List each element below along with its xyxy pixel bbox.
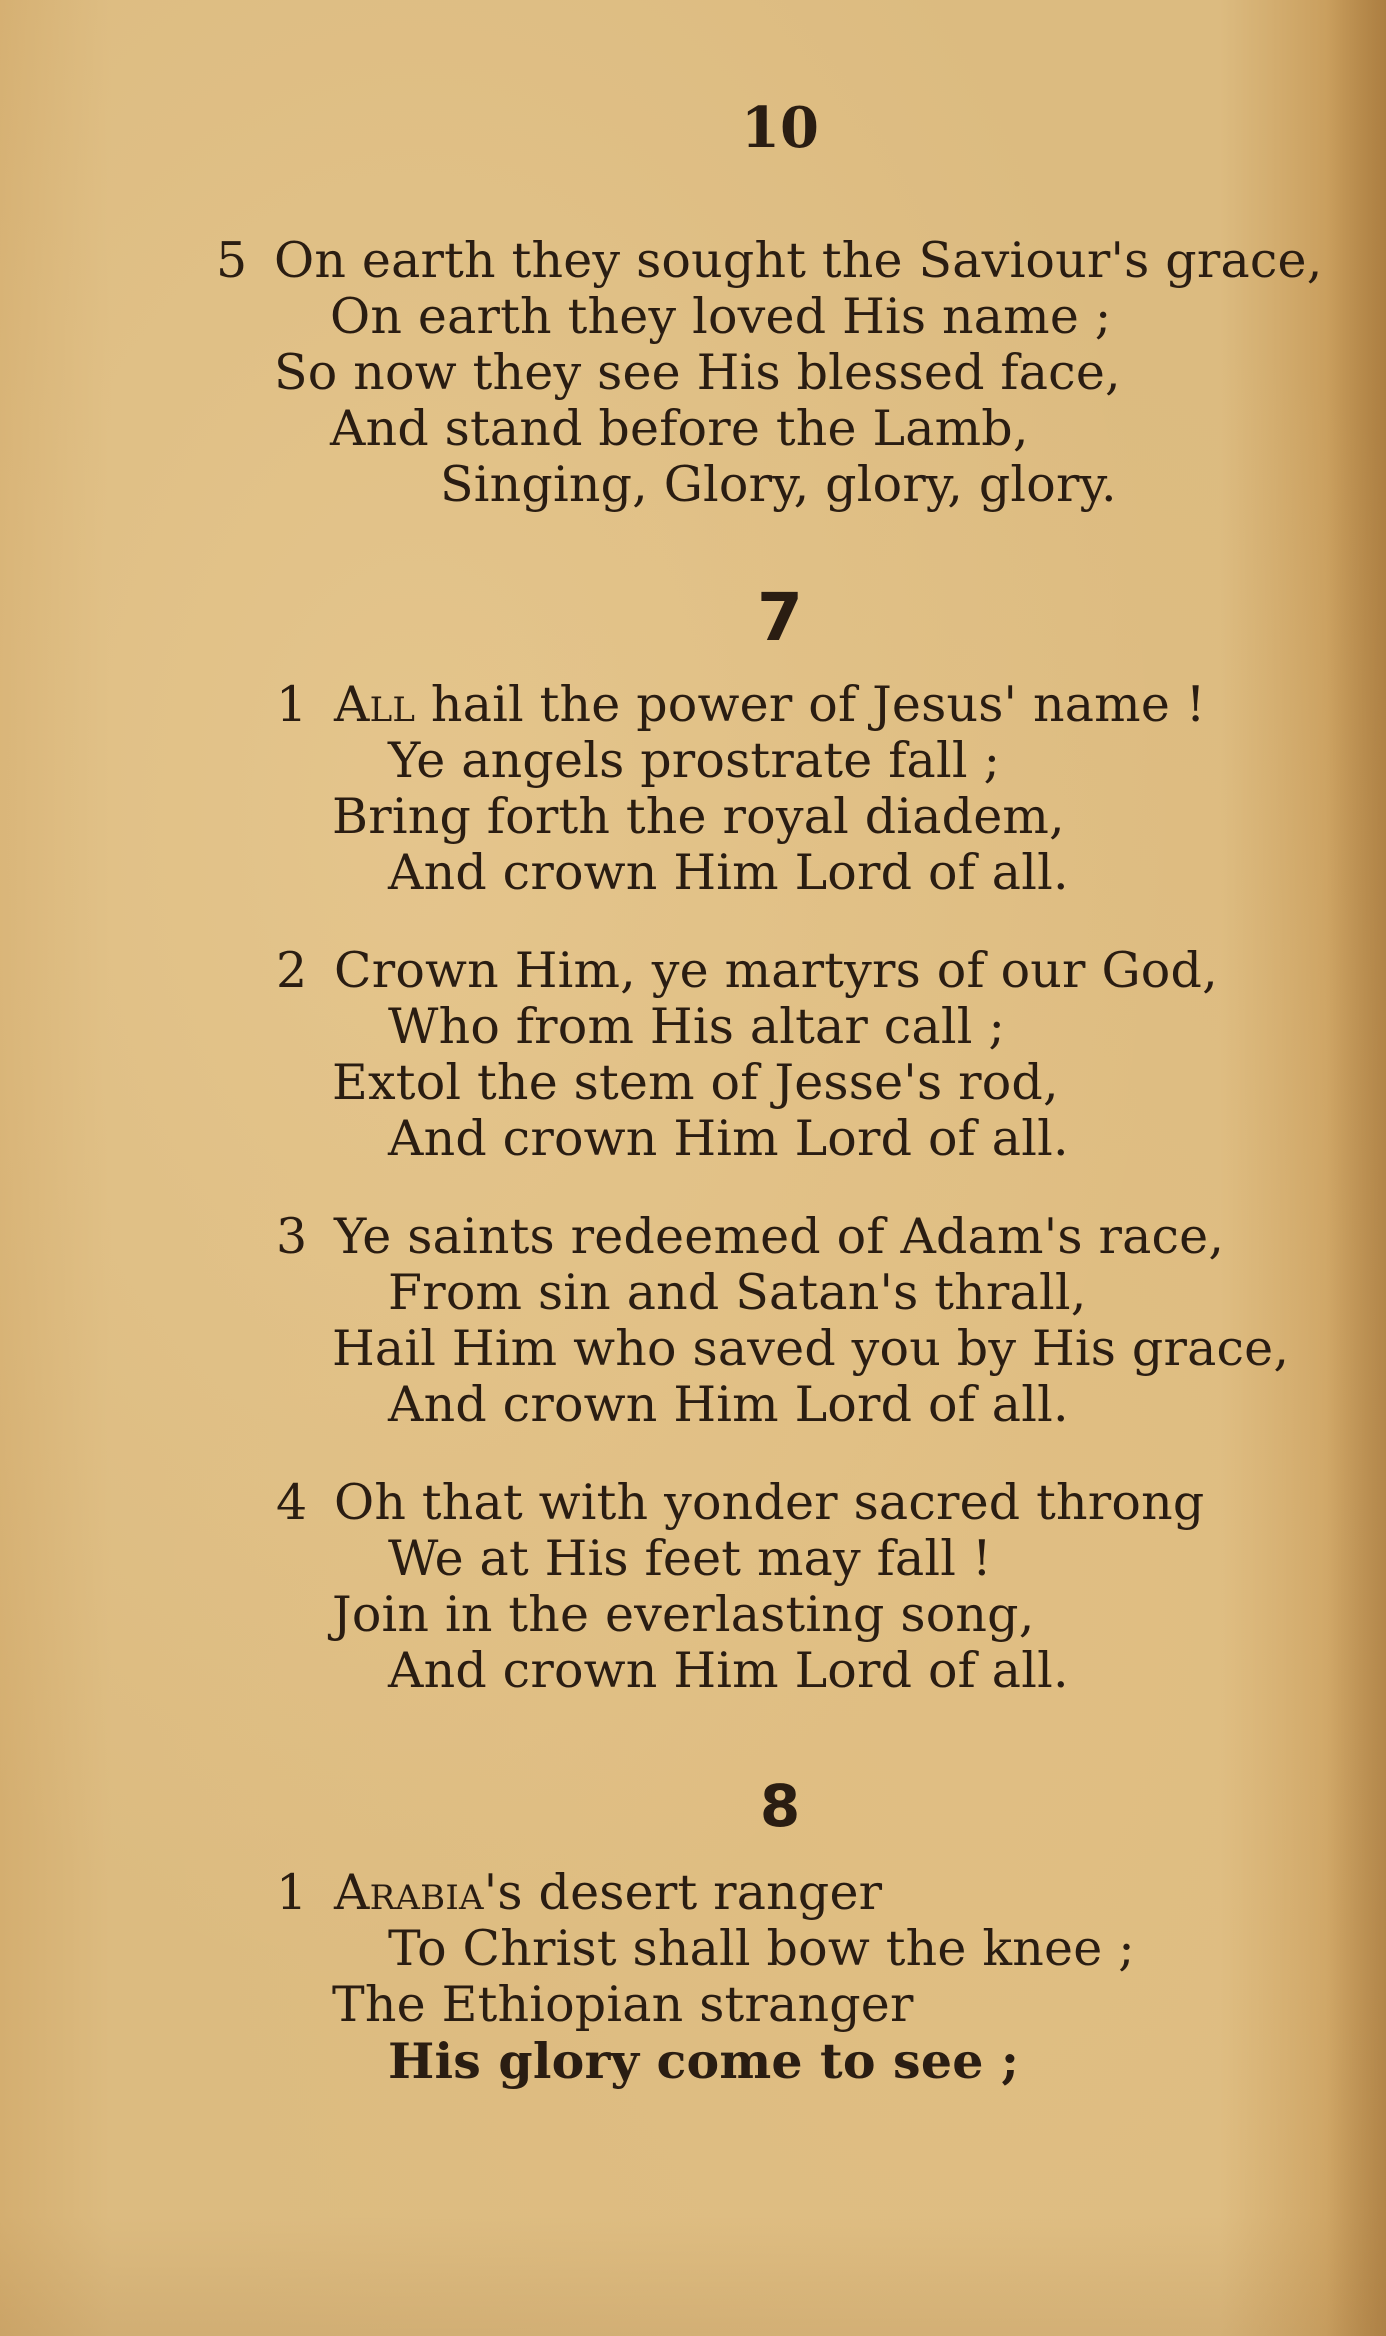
verse-line xyxy=(276,677,1206,733)
verse-line: Ye angels prostrate fall ; xyxy=(388,732,1001,789)
verse-line xyxy=(276,1209,1224,1265)
verse-line: Join in the everlasting song, xyxy=(332,1586,1035,1643)
verse-line: Extol the stem of Jesse's rod, xyxy=(332,1054,1059,1111)
verse-line: Bring forth the royal diadem, xyxy=(332,788,1065,845)
verse-first-word: Arabia xyxy=(334,1864,484,1921)
page-bottom-shadow xyxy=(0,2216,1386,2336)
verse-line: And crown Him Lord of all. xyxy=(388,1110,1069,1167)
verse-line: Hail Him who saved you by His grace, xyxy=(332,1320,1290,1377)
hymn-number: 8 xyxy=(759,1772,801,1840)
verse-line: We at His feet may fall ! xyxy=(388,1530,992,1587)
verse-number: 1 xyxy=(276,676,308,733)
verse-line: Singing, Glory, glory, glory. xyxy=(440,456,1117,513)
verse-text: Oh that with yonder sacred throng xyxy=(334,1474,1205,1531)
verse-line: The Ethiopian stranger xyxy=(332,1976,914,2033)
verse-line: And crown Him Lord of all. xyxy=(388,1376,1069,1433)
page-number: 10 xyxy=(741,95,819,161)
verse-text: On earth they sought the Saviour's grace, xyxy=(274,232,1323,289)
verse-line xyxy=(276,943,1218,999)
verse-line xyxy=(276,1865,882,1921)
verse-line xyxy=(276,1475,1204,1531)
verse-line: To Christ shall bow the knee ; xyxy=(388,1920,1135,1977)
verse-line: On earth they loved His name ; xyxy=(330,288,1112,345)
verse-text: Crown Him, ye martyrs of our God, xyxy=(334,942,1218,999)
verse-line: And crown Him Lord of all. xyxy=(388,844,1069,901)
verse-text: hail the power of Jesus' name ! xyxy=(415,676,1206,733)
verse-line: From sin and Satan's thrall, xyxy=(388,1264,1087,1321)
verse-number: 4 xyxy=(276,1474,308,1531)
hymn-number: 7 xyxy=(757,579,803,656)
verse-number: 5 xyxy=(216,232,248,289)
verse-line: So now they see His blessed face, xyxy=(274,344,1121,401)
page-edge-shadow xyxy=(1326,0,1386,2336)
verse-number: 2 xyxy=(276,942,308,999)
verse-first-word: All xyxy=(334,676,416,733)
verse-number: 1 xyxy=(276,1864,308,1921)
verse-line xyxy=(216,233,1323,289)
verse-line: Who from His altar call ; xyxy=(388,998,1006,1055)
verse-line: And stand before the Lamb, xyxy=(330,400,1029,457)
verse-line: His glory come to see ; xyxy=(388,2032,1020,2090)
verse-text: 's desert ranger xyxy=(483,1864,883,1921)
verse-text: Ye saints redeemed of Adam's race, xyxy=(334,1208,1225,1265)
verse-number: 3 xyxy=(276,1208,308,1265)
verse-line: And crown Him Lord of all. xyxy=(388,1642,1069,1699)
